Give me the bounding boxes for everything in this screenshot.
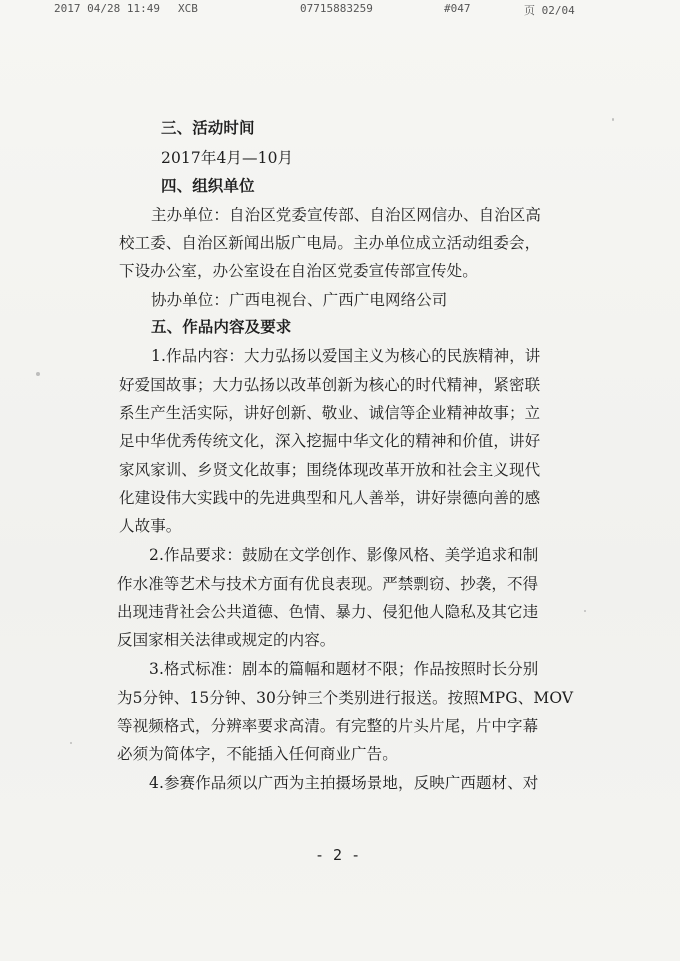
fax-number: 07715883259 bbox=[300, 2, 373, 15]
fax-sender: XCB bbox=[178, 2, 198, 15]
fax-datetime: 2017 04/28 11:49 bbox=[54, 2, 160, 15]
section-3-title: 三、活动时间 bbox=[161, 119, 255, 137]
item-2-line-3: 出现违背社会公共道德、色情、暴力、侵犯他人隐私及其它违 bbox=[117, 603, 539, 621]
page-number: - 2 - bbox=[315, 846, 361, 864]
item-3-line-1: 3.格式标准：剧本的篇幅和题材不限；作品按照时长分别 bbox=[149, 660, 539, 678]
organizer-line-2: 校工委、自治区新闻出版广电局。主办单位成立活动组委会， bbox=[119, 234, 541, 252]
fax-page-indicator: 页 02/04 bbox=[524, 4, 575, 17]
section-4-title: 四、组织单位 bbox=[161, 177, 255, 195]
fax-job-number: #047 bbox=[444, 2, 471, 15]
scan-speck bbox=[70, 742, 72, 744]
item-4-line-1: 4.参赛作品须以广西为主拍摄场景地，反映广西题材、对 bbox=[149, 774, 539, 792]
item-1-line-6: 化建设伟大实践中的先进典型和凡人善举，讲好崇德向善的感 bbox=[119, 489, 541, 507]
item-1-line-5: 家风家训、乡贤文化故事；围绕体现改革开放和社会主义现代 bbox=[119, 461, 541, 479]
item-3-line-3: 等视频格式，分辨率要求高清。有完整的片头片尾，片中字幕 bbox=[117, 717, 539, 735]
organizer-line-3: 下设办公室，办公室设在自治区党委宣传部宣传处。 bbox=[119, 262, 478, 280]
item-1-line-4: 足中华优秀传统文化，深入挖掘中华文化的精神和价值，讲好 bbox=[119, 432, 541, 450]
section-5-title: 五、作品内容及要求 bbox=[151, 318, 292, 336]
item-2-line-2: 作水准等艺术与技术方面有优良表现。严禁剽窃、抄袭，不得 bbox=[117, 575, 539, 593]
item-3-line-4: 必须为简体字，不能插入任何商业广告。 bbox=[117, 745, 398, 763]
section-3-text: 2017年4月—10月 bbox=[161, 149, 294, 167]
item-1-line-3: 系生产生活实际，讲好创新、敬业、诚信等企业精神故事；立 bbox=[119, 404, 541, 422]
item-2-line-4: 反国家相关法律或规定的内容。 bbox=[117, 631, 336, 649]
item-1-line-7: 人故事。 bbox=[119, 517, 182, 535]
item-1-line-2: 好爱国故事；大力弘扬以改革创新为核心的时代精神，紧密联 bbox=[119, 376, 541, 394]
item-1-line-1: 1.作品内容：大力弘扬以爱国主义为核心的民族精神，讲 bbox=[151, 347, 541, 365]
organizer-line-1: 主办单位：自治区党委宣传部、自治区网信办、自治区高 bbox=[151, 206, 542, 224]
fax-header bbox=[0, 0, 680, 20]
item-2-line-1: 2.作品要求：鼓励在文学创作、影像风格、美学追求和制 bbox=[149, 546, 539, 564]
scan-speck bbox=[36, 372, 40, 376]
scan-speck bbox=[612, 118, 614, 121]
item-3-line-2: 为5分钟、15分钟、30分钟三个类别进行报送。按照MPG、MOV bbox=[117, 689, 574, 707]
co-organizer-line: 协办单位：广西电视台、广西广电网络公司 bbox=[151, 291, 448, 309]
scan-speck bbox=[584, 610, 586, 612]
